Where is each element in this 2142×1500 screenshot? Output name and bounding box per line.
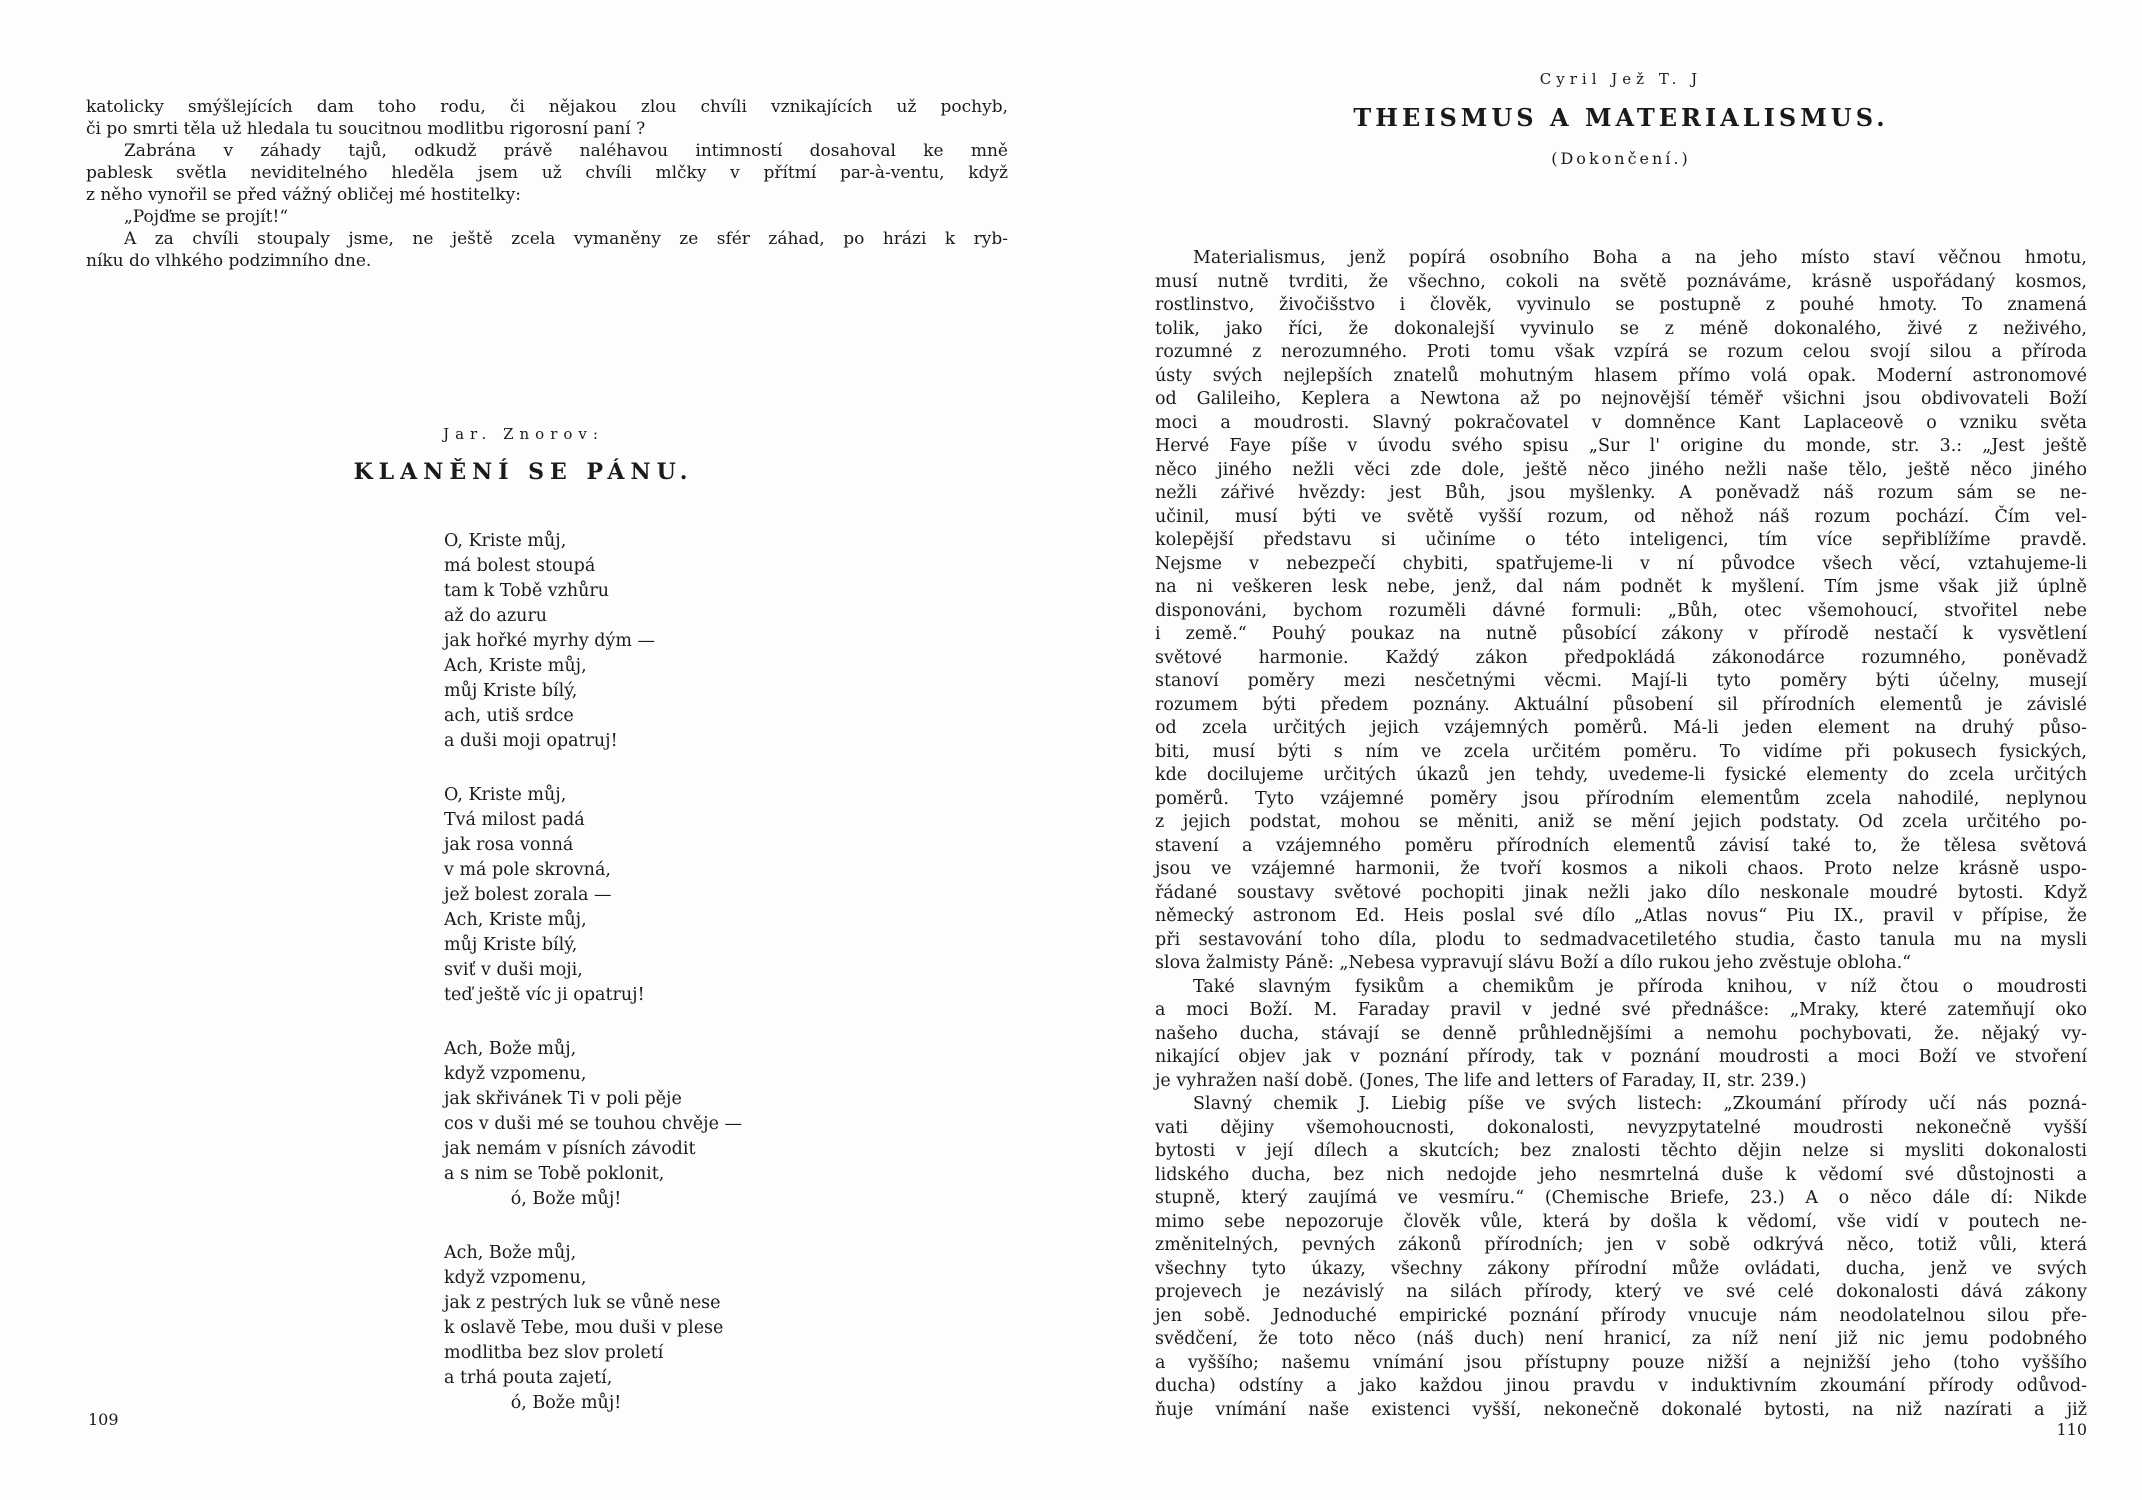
- prose-paragraph: „Pojďme se projít!“: [124, 207, 289, 227]
- poem-title: KLANĚNÍ SE PÁNU.: [353, 459, 694, 485]
- poem-author: Jar. Znorov:: [443, 425, 604, 443]
- poem-stanzas: [444, 529, 961, 1416]
- page-number-left: 109: [88, 1410, 119, 1429]
- article-paragraph: Také slavným fysikům a chemikům je příroda knihou, v níž čtou o moudrosti a moci Boží. M. Faraday pravil v jedné své přednášce: „Mraky, které zatemňují oko našeho ducha, stávají se denně průhlednějšími a nemohu pochybovati, že. nějaký vy- nikající objev jak v poznání přírody, tak v poznání moudrosti a moci Boží ve stvoření je vyhražen naší době. (Jones, The life and letters of Faraday, II, str. 239.): [1155, 976, 2087, 1091]
- poem-stanza: Ach, Bože můj, když vzpomenu, jak skřivánek Ti v poli pěje cos v duši mé se touhou chvěje — jak nemám v písních závodit a s nim se Tobě poklonit, ó, Bože můj!: [444, 1039, 742, 1209]
- left-prose-block: [86, 96, 1008, 272]
- prose-paragraph: katolicky smýšlejících dam toho rodu, či nějakou zlou chvíli vznikajících už pochyb, či po smrti těla už hledala tu soucitnou modlitbu rigorosní paní ?: [86, 97, 1008, 139]
- article-paragraph: Slavný chemik J. Liebig píše ve svých listech: „Zkoumání přírody učí nás pozná- vati dějiny všemohoucnosti, dokonalosti, nevyzpytatelné moudrosti nekonečně vyšší bytosti v její dílech a skutcích; bez znalosti těchto dějin nelze si mysliti dokonalosti lidského ducha, bez nich nedojde jeho nesmrtelná duše k vědomí své důstojnosti a stupně, který zaujímá ve vesmíru.“ (Chemische Briefe, 23.) A o něco dále dí: Nikde mimo sebe nepozoruje člověk vůle, která by došla k vědomí, vše vidí v poutech ne- změnitelných, pevných zákonů přírodních; jen v sobě odkrývá něco, totiž vůli, která všechny tyto úkazy, všechny zákony přírodní může ovládati, ducha, jenž ve svých projevech je nezávislý na silách přírody, který ve své celé dokonalosti dává zákony jen sobě. Jednoduché empirické poznání přírody vnucuje nám neodolatelnou silou pře- svědčení, že toto něco (náš duch) není hranicí, za níž není již nic jemu podobného a vyššího; našemu vnímání jsou přístupny pouze nižší a nejnižší jeho (toho vyššího ducha) odstíny a jako každou jinou pravdu v induktivním zkoumání přírody odůvod- ňuje vnímání naše existenci vyšší, nekonečně dokonalé bytosti, na niž nazírati a již: [1155, 1094, 2087, 1420]
- article-title: THEISMUS A MATERIALISMUS.: [1353, 103, 1889, 132]
- article-author: Cyril Jež T. J: [1539, 70, 1703, 88]
- poem-stanza: Ach, Bože můj, když vzpomenu, jak z pestrých luk se vůně nese k oslavě Tebe, mou duši v plese modlitba bez slov proletí a trhá pouta zajetí, ó, Bože můj!: [444, 1243, 724, 1413]
- article-paragraph: Materialismus, jenž popírá osobního Boha a na jeho místo staví věčnou hmotu, musí nutně tvrditi, že všechno, cokoli na světě poznáváme, krásně uspořádaný kosmos, rostlinstvo, živočišstvo i člověk, vyvinulo se postupně z pouhé hmoty. To znamená tolik, jako říci, že dokonalejší vyvinulo se z méně dokonalého, živé z neživého, rozumné z nerozumného. Proti tomu však vzpírá se rozum celou svojí silou a příroda ústy svých nejlepších znatelů mohutným hlasem přímo volá opak. Moderní astronomové od Galileiho, Keplera a Newtona až po nejnovější téměř všichni jsou obdivovateli Boží moci a moudrosti. Slavný pokračovatel v domněnce Kant Laplaceově o vzniku světa Hervé Faye píše v úvodu svého spisu „Sur l' origine du monde, str. 3.: „Jest ještě něco jiného nežli věci zde dole, ještě něco jiného nežli naše tělo, ještě něco jiného nežli zářivé hvězdy: jest Bůh, jsou myšlenky. A poněvadž náš rozum sám se ne- učinil, musí býti ve světě vyšší rozum, od něhož náš rozum pochází. Čím vel- kolepější představu si učiníme o této inteligenci, tím více sepřiblížíme pravdě. Nejsme v nebezpečí chybiti, spatřujeme-li v ní původce všech věcí, vztahujeme-li na ni veškeren lesk nebe, jenž, dal nám podnět k myšlení. Tím jsme však již úplně disponováni, bychom rozuměli dávné formuli: „Bůh, otec všemohoucí, stvořitel nebe i země.“ Pouhý poukaz na nutně působící zákony v přírodě nestačí k vysvětlení světové harmonie. Každý zákon předpokládá zákonodárce rozumného, poněvadž stanoví poměry mezi nesčetnými věcmi. Mají-li tyto poměry býti účelny, musejí rozumem býti předem poznány. Aktuální působení sil přírodních elementů je závislé od zcela určitých jejich vzájemných poměrů. Má-li jeden element na druhý půso- biti, musí býti s ním ve zcela určitém poměru. To vidíme při pokusech fysických, kde docilujeme určitých úkazů jen tehdy, uvedeme-li fysické elementy do zcela určitých poměrů. Tyto vzájemné poměry jsou přírodním elementům zcela nahodilé, neplynou z jejich podstat, mohou se měniti, aniž se mění jejich podstaty. Od zcela určitého po- stavení a vzájemného poměru přírodních elementů závisí také to, že tělesa světová jsou ve vzájemné harmonii, že tvoří kosmos a nikoli chaos. Proto nelze krásně uspo- řádané soustavy světové pochopiti jinak nežli jako dílo neskonale moudré bytosti. Když německý astronom Ed. Heis poslal své dílo „Atlas novus“ Piu IX., pravil v přípise, že při sestavování toho díla, plodu to sedmadvacetiletého studia, často tanula mu na mysli slova žalmisty Páně: „Nebesa vypravují slávu Boží a dílo rukou jeho zvěstuje obloha.“: [1155, 248, 2087, 973]
- poem-stanza: O, Kriste můj, Tvá milost padá jak rosa vonná v má pole skrovná, jež bolest zorala — Ach, Kriste můj, můj Kriste bílý, sviť v duši moji, teď ještě víc ji opatruj!: [444, 785, 645, 1005]
- page-number-right: 110: [2056, 1420, 2087, 1439]
- article-subtitle: (Dokončení.): [1551, 149, 1691, 168]
- article-body: [1155, 247, 2087, 1422]
- prose-paragraph: Zabrána v záhady tajů, odkudž právě naléhavou intimností dosahoval ke mně pablesk světla neviditelného hleděla jsem už chvíli mlčky v přítmí par-à-ventu, když z něho vynořil se před vážný obličej mé hostitelky:: [86, 141, 1008, 205]
- poem-stanza: O, Kriste můj, má bolest stoupá tam k Tobě vzhůru až do azuru jak hořké myrhy dým — Ach, Kriste můj, můj Kriste bílý, ach, utiš srdce a duši moji opatruj!: [444, 531, 656, 751]
- poem: [86, 425, 961, 1445]
- prose-paragraph: A za chvíli stoupaly jsme, ne ještě zcela vymaněny ze sfér záhad, po hrázi k ryb- níku do vlhkého podzimního dne.: [86, 229, 1008, 271]
- article-header: [1155, 70, 2087, 168]
